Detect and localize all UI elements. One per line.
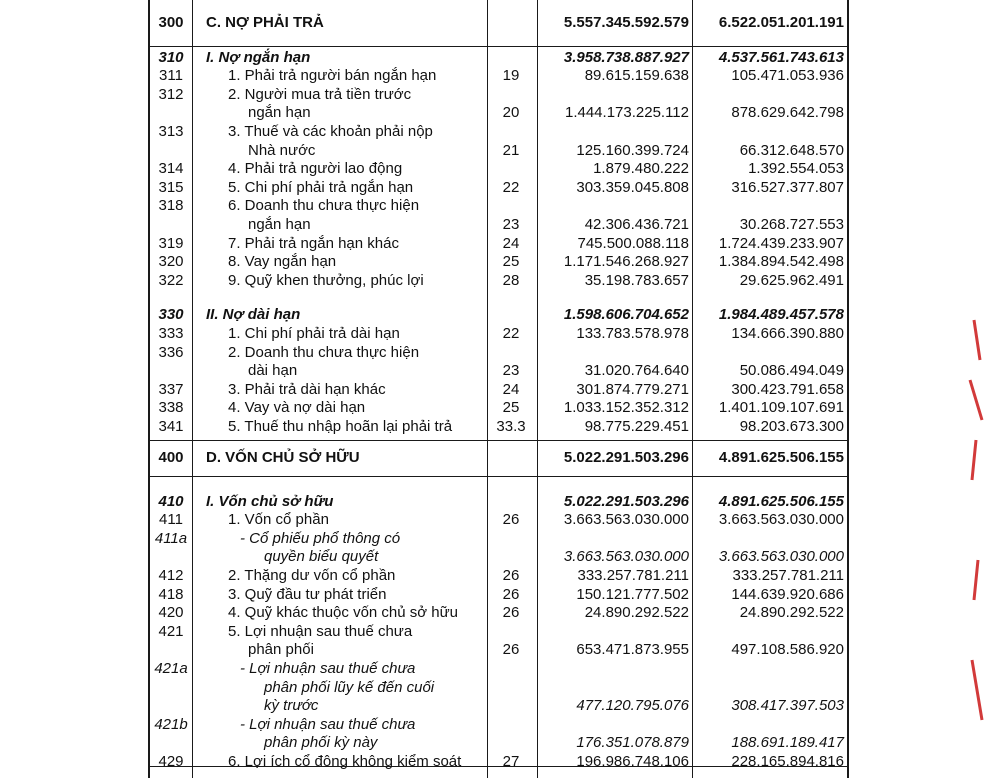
row-code: 410	[158, 492, 184, 510]
row-code: 315	[158, 178, 184, 196]
row-label: 6. Lợi ích cổ đông không kiểm soát	[228, 753, 462, 770]
row-current-year-value: 333.257.781.211	[577, 567, 689, 584]
table-row	[148, 122, 848, 142]
table-row	[148, 361, 848, 381]
row-code: 411a	[154, 529, 188, 547]
row-prior-year-value: 134.666.390.880	[731, 325, 844, 342]
table-row	[148, 510, 848, 530]
table-row	[148, 529, 848, 549]
row-label: phân phối	[248, 641, 314, 659]
table-row	[148, 103, 848, 123]
row-code: 429	[158, 753, 184, 770]
row-code: 320	[158, 253, 184, 271]
row-rule	[148, 476, 848, 477]
row-code: 333	[158, 325, 184, 342]
row-prior-year-value: 1.392.554.053	[748, 160, 844, 178]
row-note: 20	[502, 104, 520, 122]
row-note: 26	[502, 585, 520, 603]
table-row	[148, 585, 848, 605]
row-code: 300	[158, 14, 184, 31]
row-current-year-value: 35.198.783.657	[584, 271, 689, 289]
row-label: Nhà nước	[248, 141, 316, 159]
row-prior-year-value: 333.257.781.211	[732, 567, 844, 584]
table-row	[148, 715, 848, 735]
row-code: 314	[158, 160, 184, 178]
table-row	[148, 417, 848, 437]
row-note: 24	[502, 380, 520, 398]
row-note: 26	[502, 641, 520, 659]
row-prior-year-value: 98.203.673.300	[739, 418, 844, 435]
row-label: phân phối kỳ này	[264, 734, 378, 752]
row-label: kỳ trước	[264, 697, 319, 715]
row-note: 23	[502, 216, 520, 233]
row-current-year-value: 5.022.291.503.296	[563, 492, 689, 510]
table-row	[148, 159, 848, 179]
row-prior-year-value: 497.108.586.920	[731, 641, 844, 659]
table-row	[148, 271, 848, 291]
row-current-year-value: 1.171.546.268.927	[563, 253, 689, 271]
row-code: 322	[158, 271, 184, 289]
row-current-year-value: 3.663.563.030.000	[563, 511, 689, 529]
row-prior-year-value: 30.268.727.553	[739, 216, 844, 233]
row-current-year-value: 3.958.738.887.927	[563, 48, 689, 66]
row-prior-year-value: 878.629.642.798	[731, 104, 844, 122]
table-row	[148, 178, 848, 198]
table-row	[148, 66, 848, 86]
row-label: phân phối lũy kế đến cuối	[264, 678, 435, 696]
row-current-year-value: 301.874.779.271	[576, 380, 689, 398]
row-prior-year-value: 144.639.920.686	[731, 585, 844, 603]
row-current-year-value: 3.663.563.030.000	[563, 548, 689, 566]
row-label: 1. Chi phí phải trả dài hạn	[228, 325, 400, 342]
row-note: 22	[502, 325, 520, 342]
row-prior-year-value: 308.417.397.503	[731, 697, 844, 715]
row-label: 2. Thặng dư vốn cổ phần	[228, 567, 396, 584]
row-current-year-value: 31.020.764.640	[584, 362, 689, 380]
row-note: 26	[502, 604, 520, 622]
row-current-year-value: 42.306.436.721	[584, 216, 689, 233]
row-label: 5. Chi phí phải trả ngắn hạn	[228, 178, 414, 196]
row-current-year-value: 24.890.292.522	[584, 604, 689, 622]
row-note: 26	[502, 511, 520, 529]
row-code: 318	[158, 197, 184, 215]
row-note: 25	[502, 399, 520, 417]
table-row	[148, 398, 848, 418]
row-rule	[148, 440, 848, 441]
table-row	[148, 196, 848, 216]
table-row	[148, 85, 848, 105]
table-row	[148, 678, 848, 698]
row-code: 330	[158, 306, 184, 324]
row-prior-year-value: 4.891.625.506.155	[718, 492, 844, 510]
row-current-year-value: 1.598.606.704.652	[563, 306, 689, 324]
row-label: ngắn hạn	[248, 216, 311, 233]
row-code: 338	[158, 399, 184, 417]
table-row	[148, 566, 848, 586]
row-code: 312	[158, 85, 184, 103]
row-prior-year-value: 3.663.563.030.000	[718, 548, 844, 566]
row-code: 421a	[154, 660, 188, 677]
row-prior-year-value: 66.312.648.570	[739, 141, 844, 159]
row-code: 411	[159, 511, 183, 529]
row-prior-year-value: 228.165.894.816	[731, 753, 844, 770]
row-label: 7. Phải trả ngắn hạn khác	[228, 234, 399, 252]
row-current-year-value: 303.359.045.808	[576, 178, 689, 196]
row-note: 23	[502, 362, 520, 380]
row-current-year-value: 1.879.480.222	[593, 160, 689, 178]
row-prior-year-value: 1.724.439.233.907	[718, 234, 844, 252]
table-row	[148, 640, 848, 660]
row-note: 22	[502, 178, 520, 196]
row-code: 313	[158, 123, 184, 140]
table-row	[148, 48, 848, 68]
row-code: 421	[158, 622, 184, 640]
row-note: 24	[502, 234, 520, 252]
row-prior-year-value: 29.625.962.491	[739, 271, 844, 289]
row-label: 6. Doanh thu chưa thực hiện	[228, 197, 420, 215]
row-current-year-value: 125.160.399.724	[576, 141, 689, 159]
row-code: 421b	[154, 715, 188, 733]
row-code: 311	[159, 67, 183, 85]
row-code: 336	[158, 343, 184, 361]
row-prior-year-value: 50.086.494.049	[739, 362, 844, 380]
row-current-year-value: 1.033.152.352.312	[563, 399, 689, 417]
row-label: 4. Vay và nợ dài hạn	[228, 399, 366, 417]
stamp-mark-icon	[952, 300, 992, 778]
row-current-year-value: 176.351.078.879	[576, 734, 689, 752]
row-current-year-value: 653.471.873.955	[576, 641, 689, 659]
table-row	[148, 252, 848, 272]
row-label: I. Vốn chủ sở hữu	[206, 492, 334, 510]
row-current-year-value: 196.986.748.106	[576, 753, 689, 770]
row-note: 21	[502, 141, 520, 159]
row-prior-year-value: 1.401.109.107.691	[718, 399, 844, 417]
row-prior-year-value: 300.423.791.658	[731, 380, 844, 398]
table-row	[148, 343, 848, 363]
table-row	[148, 141, 848, 161]
row-prior-year-value: 4.537.561.743.613	[718, 48, 844, 66]
row-current-year-value: 5.557.345.592.579	[563, 14, 689, 31]
row-note: 25	[502, 253, 520, 271]
table-row	[148, 547, 848, 567]
row-note: 19	[502, 67, 520, 85]
row-label: 4. Quỹ khác thuộc vốn chủ sở hữu	[228, 604, 459, 622]
table-row	[148, 324, 848, 344]
row-label: 8. Vay ngắn hạn	[228, 253, 337, 271]
row-code: 400	[158, 448, 184, 466]
table-row	[148, 448, 848, 468]
table-row	[148, 215, 848, 235]
row-label: 5. Lợi nhuận sau thuế chưa	[228, 622, 413, 640]
table-row	[148, 733, 848, 753]
row-prior-year-value: 6.522.051.201.191	[718, 14, 844, 31]
row-current-year-value: 745.500.088.118	[577, 234, 689, 252]
row-code: 412	[158, 567, 184, 584]
row-prior-year-value: 188.691.189.417	[731, 734, 844, 752]
row-note: 27	[502, 753, 520, 770]
row-prior-year-value: 1.984.489.457.578	[718, 306, 844, 324]
row-label: 3. Thuế và các khoản phải nộp	[228, 123, 433, 140]
row-label: 1. Phải trả người bán ngắn hạn	[228, 67, 437, 85]
row-label: I. Nợ ngắn hạn	[206, 48, 311, 66]
row-current-year-value: 5.022.291.503.296	[563, 448, 689, 466]
row-label: - Lợi nhuận sau thuế chưa	[240, 660, 416, 677]
row-label: 9. Quỹ khen thưởng, phúc lợi	[228, 271, 424, 289]
row-current-year-value: 98.775.229.451	[584, 418, 689, 435]
table-row	[148, 752, 848, 772]
row-code: 341	[158, 418, 184, 435]
row-label: 2. Người mua trả tiền trước	[228, 85, 412, 103]
row-prior-year-value: 3.663.563.030.000	[718, 511, 844, 529]
row-current-year-value: 133.783.578.978	[576, 325, 689, 342]
row-prior-year-value: 105.471.053.936	[731, 67, 844, 85]
row-label: 1. Vốn cổ phần	[228, 511, 329, 529]
row-label: 4. Phải trả người lao động	[228, 160, 403, 178]
row-prior-year-value: 24.890.292.522	[739, 604, 844, 622]
table-row	[148, 603, 848, 623]
row-code: 319	[158, 234, 184, 252]
row-code: 337	[158, 380, 184, 398]
row-prior-year-value: 4.891.625.506.155	[718, 448, 844, 466]
row-label: - Lợi nhuận sau thuế chưa	[240, 715, 416, 733]
row-label: - Cổ phiếu phổ thông có	[240, 529, 401, 547]
table-row	[148, 622, 848, 642]
row-label: II. Nợ dài hạn	[206, 306, 301, 324]
row-note: 26	[502, 567, 520, 584]
row-label: 2. Doanh thu chưa thực hiện	[228, 343, 420, 361]
row-label: 5. Thuế thu nhập hoãn lại phải trả	[228, 418, 453, 435]
row-label: 3. Phải trả dài hạn khác	[228, 380, 386, 398]
row-code: 310	[158, 48, 184, 66]
row-label: ngắn hạn	[248, 104, 311, 122]
table-row	[148, 305, 848, 325]
row-note: 33.3	[496, 418, 526, 435]
row-label: quyền biểu quyết	[264, 548, 379, 566]
table-row	[148, 659, 848, 679]
table-row	[148, 492, 848, 512]
row-label: dài hạn	[248, 362, 298, 380]
table-row	[148, 13, 848, 33]
row-code: 418	[158, 585, 184, 603]
table-row	[148, 234, 848, 254]
row-note: 28	[502, 271, 520, 289]
row-current-year-value: 477.120.795.076	[576, 697, 689, 715]
row-label: 3. Quỹ đầu tư phát triển	[228, 585, 387, 603]
row-current-year-value: 89.615.159.638	[584, 67, 689, 85]
row-prior-year-value: 1.384.894.542.498	[718, 253, 844, 271]
table-row	[148, 696, 848, 716]
table-row	[148, 380, 848, 400]
row-current-year-value: 150.121.777.502	[576, 585, 689, 603]
row-label: D. VỐN CHỦ SỞ HỮU	[206, 448, 360, 466]
row-code: 420	[158, 604, 184, 622]
row-label: C. NỢ PHẢI TRẢ	[206, 14, 324, 31]
row-prior-year-value: 316.527.377.807	[731, 178, 844, 196]
row-current-year-value: 1.444.173.225.112	[564, 104, 689, 122]
